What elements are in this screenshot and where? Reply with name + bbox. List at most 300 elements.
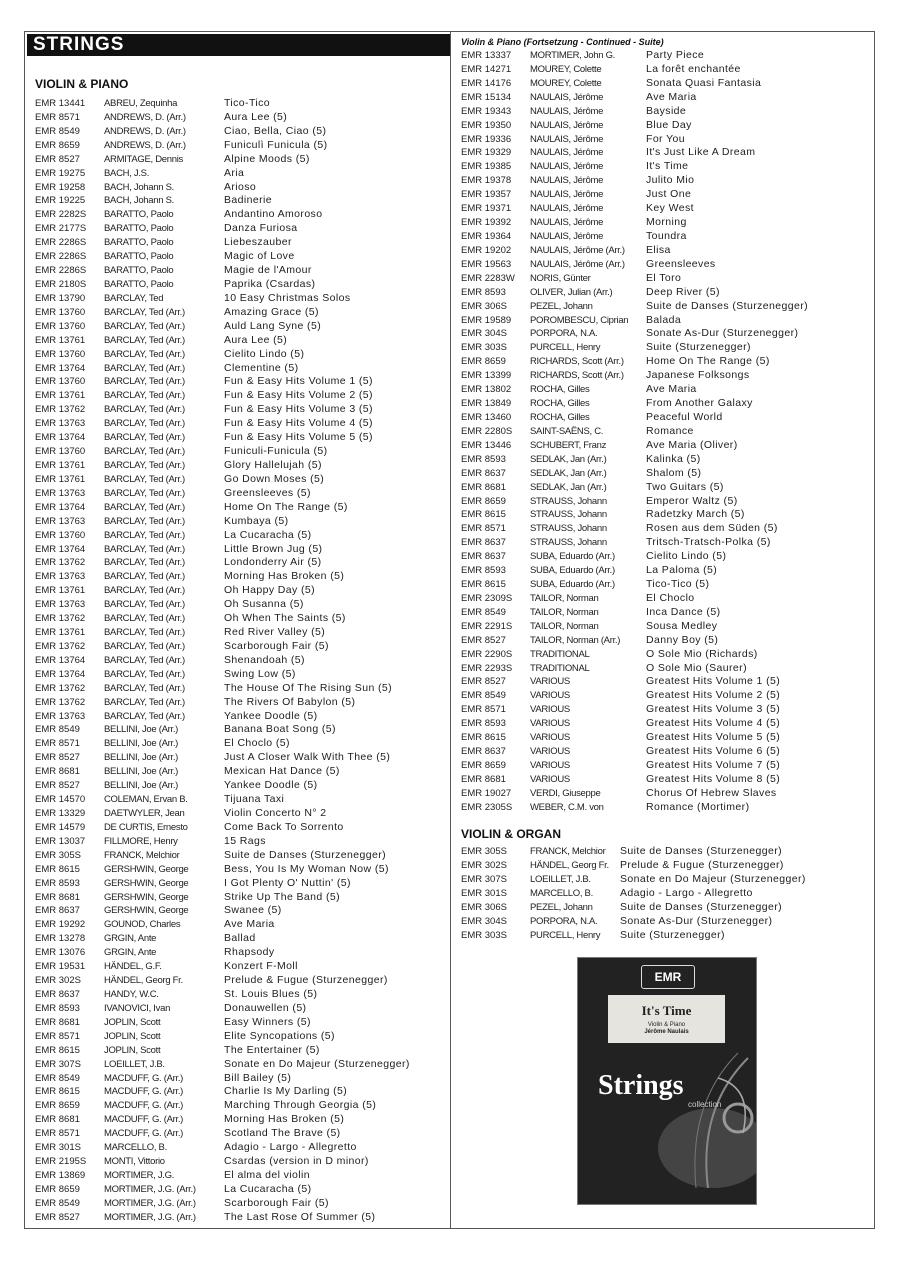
- composer: BARCLAY, Ted: [104, 292, 164, 304]
- piece-title: Greensleeves (5): [224, 486, 311, 499]
- composer: SEDLAK, Jan (Arr.): [530, 467, 607, 479]
- catalog-row: [35, 194, 445, 208]
- piece-title: 15 Rags: [224, 834, 266, 847]
- catalog-number: EMR 302S: [461, 859, 507, 871]
- composer: MACDUFF, G. (Arr.): [104, 1100, 184, 1112]
- catalog-number: EMR 307S: [461, 873, 507, 885]
- catalog-number: EMR 13790: [35, 292, 86, 304]
- composer: NAULAIS, Jérôme: [530, 91, 604, 103]
- piece-title: Greatest Hits Volume 4 (5): [646, 717, 781, 730]
- piece-title: Charlie Is My Darling (5): [224, 1085, 348, 1098]
- piece-title: It's Time: [646, 160, 689, 173]
- composer: PURCELL, Henry: [530, 342, 601, 354]
- catalog-row: [35, 570, 445, 584]
- composer: BELLINI, Joe (Arr.): [104, 724, 179, 736]
- piece-title: Yankee Doodle (5): [224, 779, 318, 792]
- composer: BACH, J.S.: [104, 167, 150, 179]
- composer: BARCLAY, Ted (Arr.): [104, 459, 185, 471]
- catalog-number: EMR 8681: [461, 481, 506, 493]
- piece-title: Fun & Easy Hits Volume 3 (5): [224, 403, 373, 416]
- piece-title: Morning Has Broken (5): [224, 1113, 345, 1126]
- catalog-row: [35, 501, 445, 515]
- catalog-row: [35, 320, 445, 334]
- piece-title: Tritsch-Tratsch-Polka (5): [646, 536, 771, 549]
- composer: BELLINI, Joe (Arr.): [104, 752, 179, 764]
- catalog-row: [35, 1085, 445, 1099]
- piece-title: Deep River (5): [646, 285, 720, 298]
- catalog-number: EMR 8593: [35, 1002, 80, 1014]
- piece-title: Sonate en Do Majeur (Sturzenegger): [620, 872, 806, 885]
- catalog-row: [35, 654, 445, 668]
- composer: MORTIMER, J.G. (Arr.): [104, 1197, 196, 1209]
- composer: MONTI, Vittorio: [104, 1156, 165, 1168]
- composer: MARCELLO, B.: [104, 1142, 167, 1154]
- catalog-row: [461, 355, 871, 369]
- catalog-number: EMR 13076: [35, 947, 86, 959]
- catalog-number: EMR 19589: [461, 314, 512, 326]
- catalog-number: EMR 19357: [461, 189, 512, 201]
- catalog-number: EMR 13761: [35, 459, 86, 471]
- catalog-number: EMR 8571: [461, 523, 506, 535]
- catalog-number: EMR 19371: [461, 203, 512, 215]
- catalog-number: EMR 19329: [461, 147, 512, 159]
- catalog-number: EMR 8659: [35, 1100, 80, 1112]
- catalog-row: [35, 1016, 445, 1030]
- composer: RICHARDS, Scott (Arr.): [530, 370, 624, 382]
- composer: HÄNDEL, Georg Fr.: [530, 859, 609, 871]
- catalog-number: EMR 8527: [461, 676, 506, 688]
- catalog-row: [461, 77, 871, 91]
- catalog-row: [461, 731, 871, 745]
- catalog-row: [461, 675, 871, 689]
- catalog-number: EMR 14271: [461, 63, 512, 75]
- composer: ROCHA, Gilles: [530, 384, 590, 396]
- catalog-row: [35, 1169, 445, 1183]
- piece-title: Greatest Hits Volume 7 (5): [646, 759, 781, 772]
- piece-title: Balada: [646, 313, 682, 326]
- composer: SEDLAK, Jan (Arr.): [530, 453, 607, 465]
- catalog-row: [35, 487, 445, 501]
- composer: BARCLAY, Ted (Arr.): [104, 668, 185, 680]
- catalog-row: [35, 877, 445, 891]
- catalog-row: [35, 807, 445, 821]
- catalog-row: [35, 932, 445, 946]
- piece-title: Toundra: [646, 229, 687, 242]
- catalog-row: [461, 564, 871, 578]
- catalog-number: EMR 13763: [35, 487, 86, 499]
- composer: JOPLIN, Scott: [104, 1030, 161, 1042]
- catalog-number: EMR 8571: [35, 1128, 80, 1140]
- catalog-number: EMR 307S: [35, 1058, 81, 1070]
- catalog-row: [461, 258, 871, 272]
- catalog-row: [35, 737, 445, 751]
- composer: PEZEL, Johann: [530, 901, 593, 913]
- cover-subtitle: Violin & Piano: [647, 1022, 686, 1028]
- composer: BARCLAY, Ted (Arr.): [104, 710, 185, 722]
- catalog-row: [35, 389, 445, 403]
- catalog-row: [35, 153, 445, 167]
- catalog-row: [35, 710, 445, 724]
- catalog-number: EMR 8681: [35, 766, 80, 778]
- piece-title: Morning Has Broken (5): [224, 570, 345, 583]
- composer: STRAUSS, Johann: [530, 523, 607, 535]
- catalog-row: [461, 327, 871, 341]
- catalog-number: EMR 2282S: [35, 209, 87, 221]
- catalog-number: EMR 8527: [461, 634, 506, 646]
- composer: VARIOUS: [530, 676, 570, 688]
- catalog-number: EMR 13763: [35, 710, 86, 722]
- catalog-row: [461, 397, 871, 411]
- piece-title: 10 Easy Christmas Solos: [224, 291, 351, 304]
- catalog-row: [461, 439, 871, 453]
- catalog-row: [35, 334, 445, 348]
- piece-title: Sonate As-Dur (Sturzenegger): [620, 914, 773, 927]
- composer: BARATTO, Paolo: [104, 265, 174, 277]
- catalog-number: EMR 2309S: [461, 592, 513, 604]
- composer: BARCLAY, Ted (Arr.): [104, 320, 185, 332]
- catalog-row: [461, 411, 871, 425]
- composer: HÄNDEL, Georg Fr.: [104, 975, 183, 987]
- piece-title: Banana Boat Song (5): [224, 723, 336, 736]
- catalog-row: [461, 383, 871, 397]
- catalog-number: EMR 19027: [461, 787, 512, 799]
- composer: HÄNDEL, G.F.: [104, 961, 162, 973]
- composer: BARCLAY, Ted (Arr.): [104, 362, 185, 374]
- composer: TAILOR, Norman: [530, 606, 599, 618]
- piece-title: La Paloma (5): [646, 564, 718, 577]
- catalog-number: EMR 13761: [35, 334, 86, 346]
- composer: BARATTO, Paolo: [104, 209, 174, 221]
- catalog-number: EMR 19378: [461, 175, 512, 187]
- piece-title: Greatest Hits Volume 1 (5): [646, 675, 781, 688]
- composer: BARCLAY, Ted (Arr.): [104, 640, 185, 652]
- catalog-number: EMR 13764: [35, 501, 86, 513]
- composer: BARCLAY, Ted (Arr.): [104, 571, 185, 583]
- catalog-number: EMR 305S: [35, 849, 81, 861]
- catalog-number: EMR 306S: [461, 300, 507, 312]
- piece-title: Romance (Mortimer): [646, 800, 750, 813]
- catalog-number: EMR 301S: [461, 887, 507, 899]
- catalog-number: EMR 13760: [35, 376, 86, 388]
- catalog-number: EMR 2180S: [35, 278, 87, 290]
- piece-title: Danny Boy (5): [646, 633, 719, 646]
- catalog-row: [35, 779, 445, 793]
- catalog-row: [35, 1030, 445, 1044]
- piece-title: Prelude & Fugue (Sturzenegger): [620, 858, 784, 871]
- catalog-number: EMR 2177S: [35, 223, 87, 235]
- piece-title: It's Just Like A Dream: [646, 146, 756, 159]
- piece-title: La Cucaracha (5): [224, 528, 312, 541]
- catalog-number: EMR 306S: [461, 901, 507, 913]
- catalog-row: [461, 522, 871, 536]
- catalog-number: EMR 8659: [35, 139, 80, 151]
- catalog-number: EMR 13760: [35, 306, 86, 318]
- catalog-number: EMR 13763: [35, 418, 86, 430]
- catalog-number: EMR 304S: [461, 328, 507, 340]
- catalog-number: EMR 8659: [461, 760, 506, 772]
- catalog-number: EMR 8637: [35, 989, 80, 1000]
- catalog-number: EMR 19292: [35, 919, 86, 931]
- catalog-number: EMR 14579: [35, 821, 86, 833]
- piece-title: Cielito Lindo (5): [646, 550, 727, 563]
- piece-title: El Toro: [646, 271, 682, 284]
- catalog-number: EMR 8659: [461, 356, 506, 368]
- catalog-row: [35, 181, 445, 195]
- composer: MACDUFF, G. (Arr.): [104, 1072, 184, 1084]
- composer: ABREU, Zequinha: [104, 98, 178, 109]
- composer: MOUREY, Colette: [530, 77, 602, 89]
- catalog-number: EMR 8571: [35, 738, 80, 750]
- composer: MORTIMER, J.G. (Arr.): [104, 1183, 196, 1195]
- composer: NAULAIS, Jérôme: [530, 230, 604, 242]
- piece-title: Emperor Waltz (5): [646, 494, 738, 507]
- catalog-number: EMR 13764: [35, 432, 86, 444]
- piece-title: Ave Maria: [646, 90, 697, 103]
- catalog-row: [35, 1211, 445, 1225]
- catalog-row: [35, 1099, 445, 1113]
- composer: PURCELL, Henry: [530, 929, 601, 941]
- composer: BARCLAY, Ted (Arr.): [104, 418, 185, 430]
- composer: ARMITAGE, Dennis: [104, 153, 183, 165]
- emr-logo: EMR: [641, 965, 695, 989]
- piece-title: The Entertainer (5): [224, 1043, 320, 1056]
- catalog-row: [35, 751, 445, 765]
- composer: GRGIN, Ante: [104, 947, 157, 959]
- catalog-row: [461, 703, 871, 717]
- piece-title: Donauwellen (5): [224, 1001, 307, 1014]
- catalog-row: [461, 859, 871, 873]
- composer: VERDI, Giuseppe: [530, 787, 601, 799]
- catalog-row: [461, 146, 871, 160]
- composer: SEDLAK, Jan (Arr.): [530, 481, 607, 493]
- composer: NAULAIS, Jérôme: [530, 161, 604, 173]
- catalog-row: [461, 550, 871, 564]
- composer: BARATTO, Paolo: [104, 237, 174, 249]
- catalog-number: EMR 8637: [461, 746, 506, 758]
- catalog-row: [35, 125, 445, 139]
- catalog-number: EMR 8681: [35, 1114, 80, 1126]
- catalog-row: [461, 648, 871, 662]
- catalog-row: [461, 188, 871, 202]
- piece-title: Rosen aus dem Süden (5): [646, 522, 778, 535]
- piece-title: Funiculì Funicula (5): [224, 138, 328, 151]
- piece-title: Home On The Range (5): [646, 355, 770, 368]
- composer: SUBA, Eduardo (Arr.): [530, 579, 615, 591]
- catalog-row: [461, 230, 871, 244]
- piece-title: Adagio - Largo - Allegretto: [620, 886, 753, 899]
- piece-title: Konzert F-Moll: [224, 960, 298, 973]
- catalog-number: EMR 8571: [461, 704, 506, 716]
- catalog-row: [461, 202, 871, 216]
- catalog-row: [35, 821, 445, 835]
- composer: NORIS, Günter: [530, 272, 591, 284]
- piece-title: Strike Up The Band (5): [224, 890, 340, 903]
- catalog-number: EMR 8659: [35, 1183, 80, 1195]
- catalog-number: EMR 13278: [35, 933, 86, 945]
- catalog-row: [461, 915, 871, 929]
- piece-title: La Cucaracha (5): [224, 1182, 312, 1195]
- composer: BACH, Johann S.: [104, 195, 174, 207]
- piece-title: Radetzky March (5): [646, 508, 745, 521]
- piece-title: The Rivers Of Babylon (5): [224, 695, 356, 708]
- piece-title: Key West: [646, 202, 694, 215]
- composer: BARCLAY, Ted (Arr.): [104, 473, 185, 485]
- catalog-row: [461, 901, 871, 915]
- piece-title: Adagio - Largo - Allegretto: [224, 1141, 357, 1154]
- catalog-row: [461, 314, 871, 328]
- catalog-number: EMR 13761: [35, 627, 86, 639]
- catalog-number: EMR 13329: [35, 808, 86, 820]
- composer: BARCLAY, Ted (Arr.): [104, 543, 185, 555]
- piece-title: Chorus Of Hebrew Slaves: [646, 786, 777, 799]
- composer: LOEILLET, J.B.: [530, 873, 591, 885]
- composer: NAULAIS, Jérôme (Arr.): [530, 244, 625, 256]
- piece-title: Go Down Moses (5): [224, 472, 325, 485]
- piece-title: Morning: [646, 216, 687, 229]
- piece-title: Auld Lang Syne (5): [224, 319, 322, 332]
- catalog-number: EMR 8549: [461, 606, 506, 618]
- piece-title: Oh When The Saints (5): [224, 612, 346, 625]
- composer: DE CURTIS, Ernesto: [104, 821, 188, 833]
- catalog-number: EMR 8681: [35, 891, 80, 903]
- catalog-number: EMR 302S: [35, 975, 81, 987]
- catalog-number: EMR 8593: [35, 877, 80, 889]
- catalog-row: [35, 584, 445, 598]
- catalog-row: [35, 974, 445, 988]
- composer: STRAUSS, Johann: [530, 495, 607, 507]
- piece-title: Londonderry Air (5): [224, 556, 322, 569]
- piece-title: Aria: [224, 166, 245, 179]
- catalog-row: [35, 111, 445, 125]
- composer: GERSHWIN, George: [104, 905, 189, 917]
- composer: ANDREWS, D. (Arr.): [104, 139, 186, 151]
- catalog-row: [461, 300, 871, 314]
- catalog-number: EMR 13337: [461, 50, 512, 61]
- piece-title: Csardas (version in D minor): [224, 1155, 369, 1168]
- catalog-number: EMR 13762: [35, 640, 86, 652]
- catalog-row: [461, 662, 871, 676]
- composer: BARCLAY, Ted (Arr.): [104, 306, 185, 318]
- catalog-number: EMR 13399: [461, 370, 512, 382]
- piece-title: Oh Susanna (5): [224, 598, 304, 611]
- catalog-row: [35, 849, 445, 863]
- composer: FRANCK, Melchior: [530, 846, 606, 857]
- piece-title: O Sole Mio (Richards): [646, 647, 758, 660]
- catalog-number: EMR 303S: [461, 342, 507, 354]
- composer: BELLINI, Joe (Arr.): [104, 780, 179, 792]
- catalog-row: [35, 445, 445, 459]
- catalog-row: [461, 620, 871, 634]
- catalog-number: EMR 8681: [461, 773, 506, 785]
- composer: GERSHWIN, George: [104, 877, 189, 889]
- catalog-row: [461, 91, 871, 105]
- composer: ANDREWS, D. (Arr.): [104, 125, 186, 137]
- composer: SAINT-SAËNS, C.: [530, 425, 604, 437]
- composer: ROCHA, Gilles: [530, 411, 590, 423]
- composer: BARATTO, Paolo: [104, 223, 174, 235]
- composer: STRAUSS, Johann: [530, 509, 607, 521]
- piece-title: Suite de Danses (Sturzenegger): [224, 848, 386, 861]
- piece-title: From Another Galaxy: [646, 397, 753, 410]
- composer: PORPORA, N.A.: [530, 328, 598, 340]
- catalog-number: EMR 2283W: [461, 272, 515, 284]
- piece-title: La forêt enchantée: [646, 62, 741, 75]
- catalog-number: EMR 13762: [35, 404, 86, 416]
- piece-title: Suite de Danses (Sturzenegger): [646, 299, 808, 312]
- composer: ROCHA, Gilles: [530, 398, 590, 410]
- piece-title: Ave Maria: [646, 383, 697, 396]
- catalog-row: [35, 960, 445, 974]
- composer: BARCLAY, Ted (Arr.): [104, 585, 185, 597]
- composer: POROMBESCU, Ciprian: [530, 314, 629, 326]
- catalog-number: EMR 8637: [461, 551, 506, 563]
- composer: VARIOUS: [530, 718, 570, 730]
- catalog-row: [461, 467, 871, 481]
- piece-title: Rhapsody: [224, 946, 275, 959]
- catalog-row: [35, 306, 445, 320]
- piece-title: For You: [646, 132, 685, 145]
- catalog-number: EMR 13764: [35, 654, 86, 666]
- catalog-number: EMR 13763: [35, 599, 86, 611]
- catalog-row: [35, 292, 445, 306]
- catalog-number: EMR 13762: [35, 696, 86, 708]
- catalog-number: EMR 8593: [461, 286, 506, 298]
- catalog-row: [35, 222, 445, 236]
- catalog-row: [35, 348, 445, 362]
- catalog-number: EMR 19336: [461, 133, 512, 145]
- piece-title: Elisa: [646, 243, 671, 256]
- composer: MOUREY, Colette: [530, 63, 602, 75]
- catalog-row: [35, 278, 445, 292]
- catalog-number: EMR 304S: [461, 915, 507, 927]
- catalog-row: [35, 250, 445, 264]
- piece-title: Scotland The Brave (5): [224, 1127, 341, 1140]
- piece-title: Scarborough Fair (5): [224, 639, 329, 652]
- piece-title: Oh Happy Day (5): [224, 584, 316, 597]
- catalog-number: EMR 19531: [35, 961, 86, 973]
- composer: BARCLAY, Ted (Arr.): [104, 627, 185, 639]
- piece-title: El alma del violin: [224, 1168, 310, 1181]
- piece-title: Bayside: [646, 104, 687, 117]
- piece-title: Just A Closer Walk With Thee (5): [224, 751, 391, 764]
- composer: MORTIMER, John G.: [530, 50, 615, 61]
- composer: LOEILLET, J.B.: [104, 1058, 165, 1070]
- composer: BARCLAY, Ted (Arr.): [104, 348, 185, 360]
- cover-label: [608, 995, 725, 1043]
- catalog-number: EMR 14570: [35, 794, 86, 806]
- piece-title: Just One: [646, 188, 692, 201]
- catalog-row: [35, 375, 445, 389]
- catalog-number: EMR 8615: [35, 1086, 80, 1098]
- piece-title: Tijuana Taxi: [224, 793, 285, 806]
- catalog-number: EMR 8527: [35, 780, 80, 792]
- piece-title: Peaceful World: [646, 410, 723, 423]
- catalog-row: [35, 682, 445, 696]
- catalog-row: [35, 904, 445, 918]
- catalog-row: [461, 745, 871, 759]
- catalog-number: EMR 13760: [35, 446, 86, 458]
- piece-title: Ballad: [224, 932, 256, 945]
- catalog-number: EMR 2280S: [461, 425, 513, 437]
- catalog-row: [461, 425, 871, 439]
- composer: VARIOUS: [530, 704, 570, 716]
- piece-title: Magic of Love: [224, 250, 295, 263]
- piece-title: Prelude & Fugue (Sturzenegger): [224, 974, 388, 987]
- column-divider: [450, 31, 451, 1229]
- catalog-row: [35, 640, 445, 654]
- composer: GERSHWIN, George: [104, 863, 189, 875]
- catalog-row: [35, 1183, 445, 1197]
